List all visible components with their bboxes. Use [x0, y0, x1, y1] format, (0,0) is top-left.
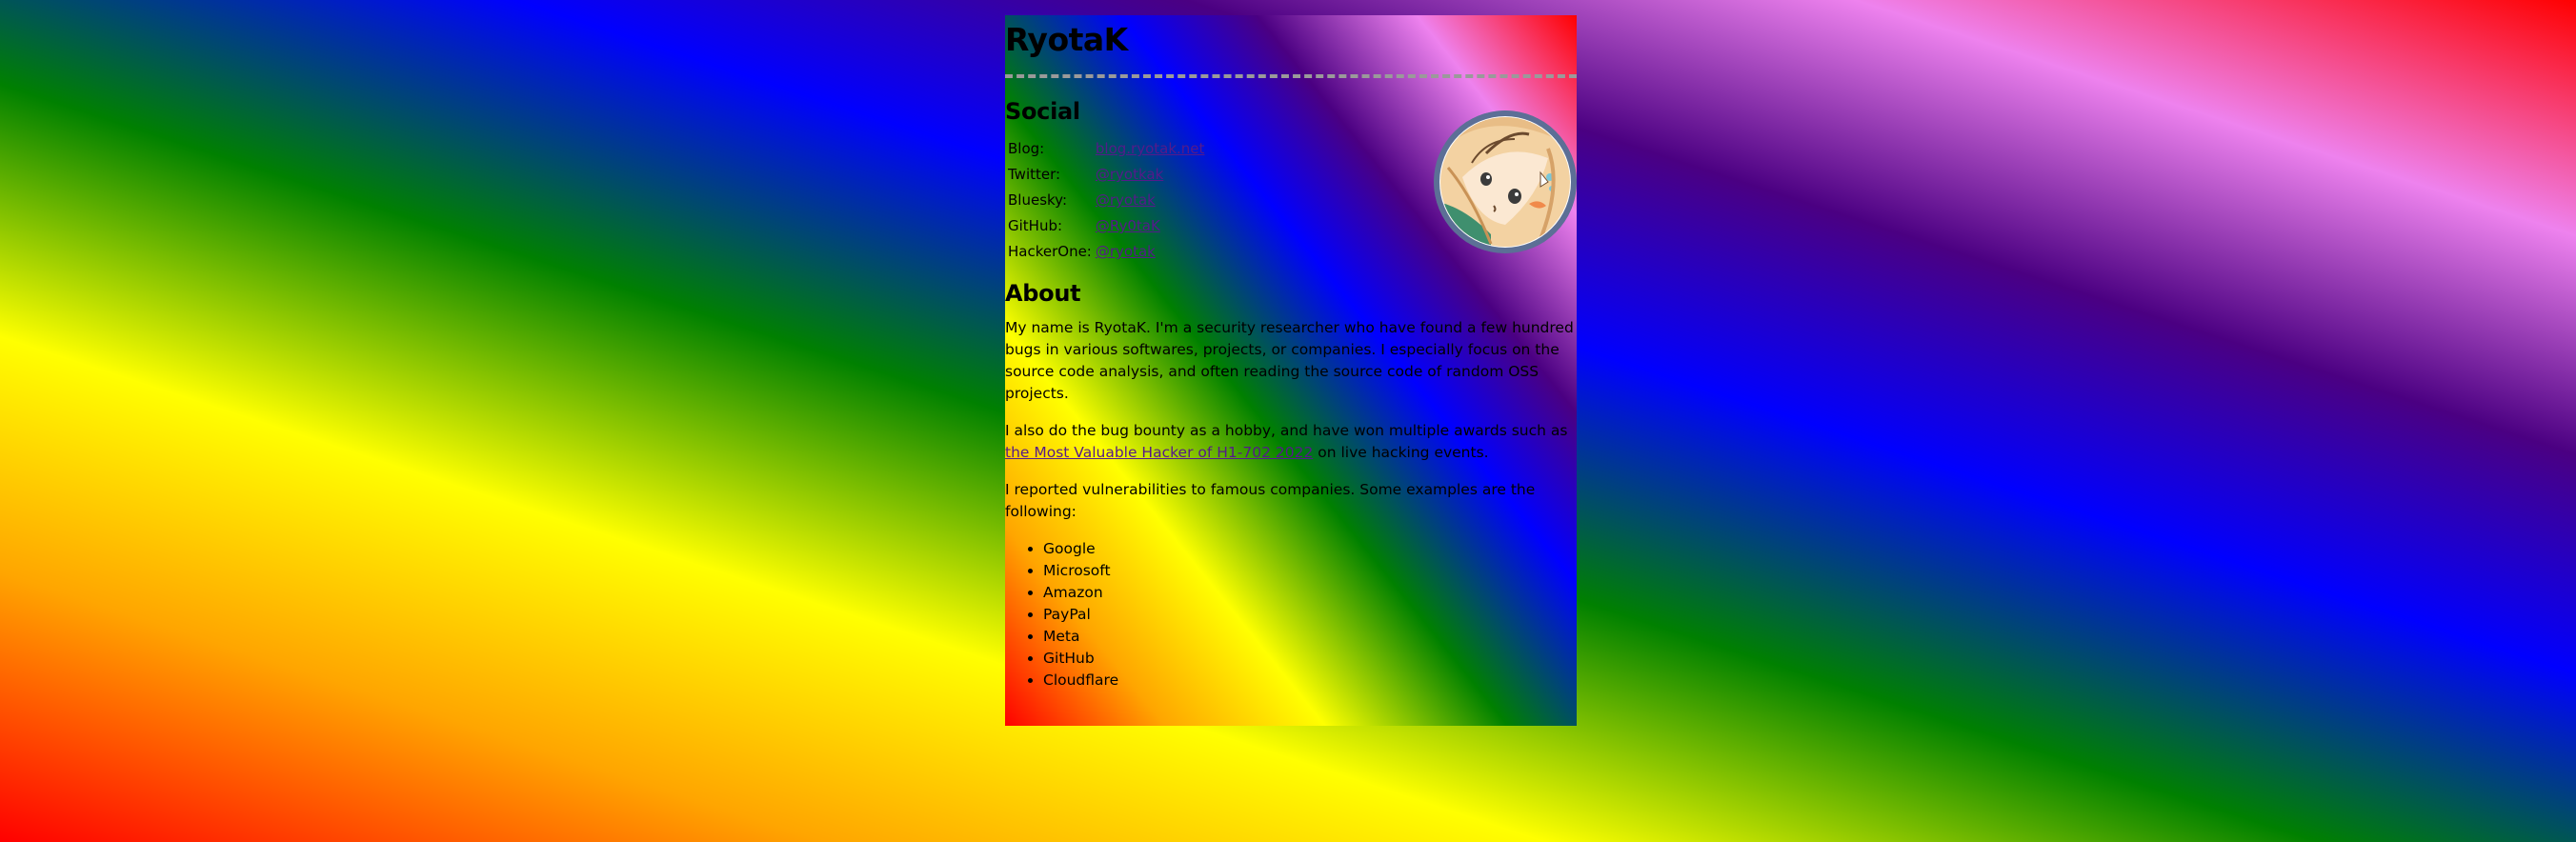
list-item: • Meta — [1043, 626, 1577, 648]
github-link[interactable]: @Ry0taK — [1095, 217, 1160, 234]
list-item: • Microsoft — [1043, 560, 1577, 582]
bounty-text-before: I also do the bug bounty as a hobby, and have won multiple awards such as — [1005, 422, 1568, 439]
blog-link[interactable]: blog.ryotak.net — [1095, 140, 1205, 157]
social-row-bluesky — [1007, 189, 1205, 212]
social-label: GitHub: — [1008, 217, 1063, 234]
avatar-illustration-icon — [1434, 110, 1577, 253]
social-row-blog — [1007, 137, 1205, 161]
hackerone-link[interactable]: @ryotak — [1095, 243, 1156, 260]
social-row-github — [1007, 214, 1205, 238]
list-item: • PayPal — [1043, 604, 1577, 626]
list-item: • Amazon — [1043, 582, 1577, 604]
social-label: Twitter: — [1008, 166, 1061, 183]
about-paragraph-intro: My name is RyotaK. I'm a security researcher who have found a few hundred bugs in various softwares, projects, or companies. I especially focus on the source code analysis, and often reading the source code of random OSS projects. — [1005, 319, 1574, 402]
social-label: Blog: — [1008, 140, 1045, 157]
social-label: HackerOne: — [1008, 243, 1092, 260]
main-container — [1005, 15, 1577, 726]
twitter-link[interactable]: @ryotkak — [1095, 166, 1164, 183]
site-title: RyotaK — [1005, 21, 1128, 58]
social-heading: Social — [1005, 98, 1080, 125]
company-list — [1005, 538, 1577, 692]
dashed-divider — [1005, 74, 1577, 78]
list-item: • Google — [1043, 538, 1577, 560]
social-row-twitter — [1007, 163, 1205, 187]
bounty-text-after: on live hacking events. — [1313, 444, 1489, 461]
list-item: • GitHub — [1043, 648, 1577, 670]
social-label: Bluesky: — [1008, 191, 1067, 209]
about-paragraph-companies: I reported vulnerabilities to famous companies. Some examples are the following: — [1005, 481, 1536, 520]
list-item: • Cloudflare — [1043, 670, 1577, 692]
mvh-award-link[interactable]: the Most Valuable Hacker of H1-702 2022 — [1005, 444, 1314, 461]
about-paragraph-bounty — [1005, 420, 1577, 464]
about-heading: About — [1005, 280, 1081, 307]
bluesky-link[interactable]: @ryotak — [1095, 191, 1156, 209]
social-table — [1005, 135, 1207, 266]
avatar — [1434, 110, 1577, 253]
social-row-hackerone — [1007, 240, 1205, 264]
